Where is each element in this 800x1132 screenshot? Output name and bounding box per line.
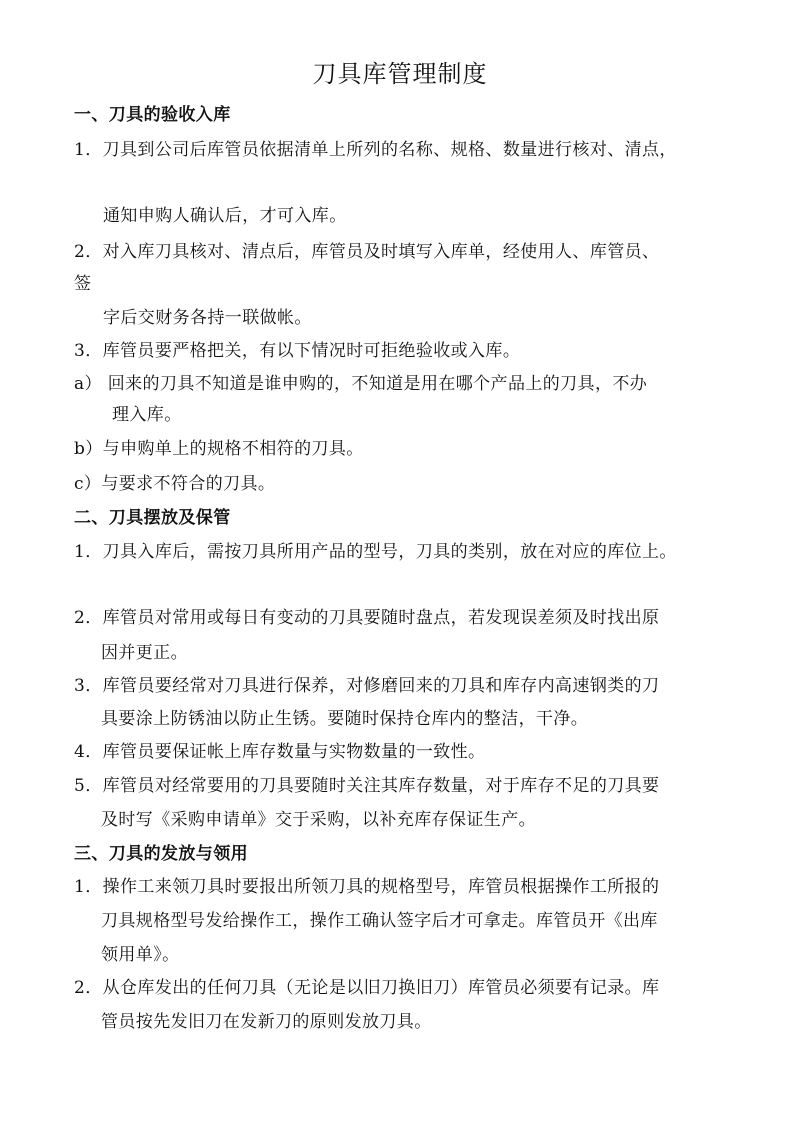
paragraph-line: 字后交财务各持一联做帐。 (103, 308, 312, 328)
paragraph-line: 5．库管员对经常要用的刀具要随时关注其库存数量，对于库存不足的刀具要 (74, 776, 660, 796)
paragraph-line: c）与要求不符合的刀具。 (74, 474, 276, 494)
paragraph-line: 通知申购人确认后，才可入库。 (103, 206, 347, 226)
paragraph-line: 1．操作工来领刀具时要报出所领刀具的规格型号，库管员根据操作工所报的 (74, 877, 660, 897)
document-title: 刀具库管理制度 (312, 60, 488, 88)
paragraph-line: 签 (74, 274, 92, 294)
paragraph-line: 1．刀具入库后，需按刀具所用产品的型号，刀具的类别，放在对应的库位上。 (74, 542, 677, 562)
paragraph-line: 3．库管员要严格把关，有以下情况时可拒绝验收或入库。 (74, 341, 521, 361)
paragraph-line: 领用单》。 (101, 945, 180, 965)
paragraph-line: 因并更正。 (101, 643, 188, 663)
paragraph-line: 1．刀具到公司后库管员依据清单上所列的名称、规格、数量进行核对、清点， (74, 140, 677, 160)
paragraph-line: 管员按先发旧刀在发新刀的原则发放刀具。 (101, 1012, 432, 1032)
paragraph-line: 3．库管员要经常对刀具进行保养，对修磨回来的刀具和库存内高速钢类的刀 (74, 676, 660, 696)
section-heading: 三、刀具的发放与领用 (74, 844, 248, 864)
paragraph-line: 2．库管员对常用或每日有变动的刀具要随时盘点，若发现误差须及时找出原 (74, 608, 660, 628)
section-heading: 一、刀具的验收入库 (74, 105, 231, 125)
paragraph-line: 2．对入库刀具核对、清点后，库管员及时填写入库单，经使用人、库管员、 (74, 242, 660, 262)
paragraph-line: 具要涂上防锈油以防止生锈。要随时保持仓库内的整洁，干净。 (101, 709, 589, 729)
paragraph-line: 理入库。 (112, 405, 182, 425)
paragraph-line: 2．从仓库发出的任何刀具（无论是以旧刀换旧刀）库管员必须要有记录。库 (74, 978, 660, 998)
section-heading: 二、刀具摆放及保管 (74, 508, 231, 528)
paragraph-line: a） 回来的刀具不知道是谁申购的，不知道是用在哪个产品上的刀具，不办 (74, 374, 648, 394)
paragraph-line: b）与申购单上的规格不相符的刀具。 (74, 439, 364, 459)
paragraph-line: 4．库管员要保证帐上库存数量与实物数量的一致性。 (74, 742, 486, 762)
paragraph-line: 刀具规格型号发给操作工，操作工确认签字后才可拿走。库管员开《出库 (101, 911, 658, 931)
paragraph-line: 及时写《采购申请单》交于采购，以补充库存保证生产。 (101, 810, 536, 830)
